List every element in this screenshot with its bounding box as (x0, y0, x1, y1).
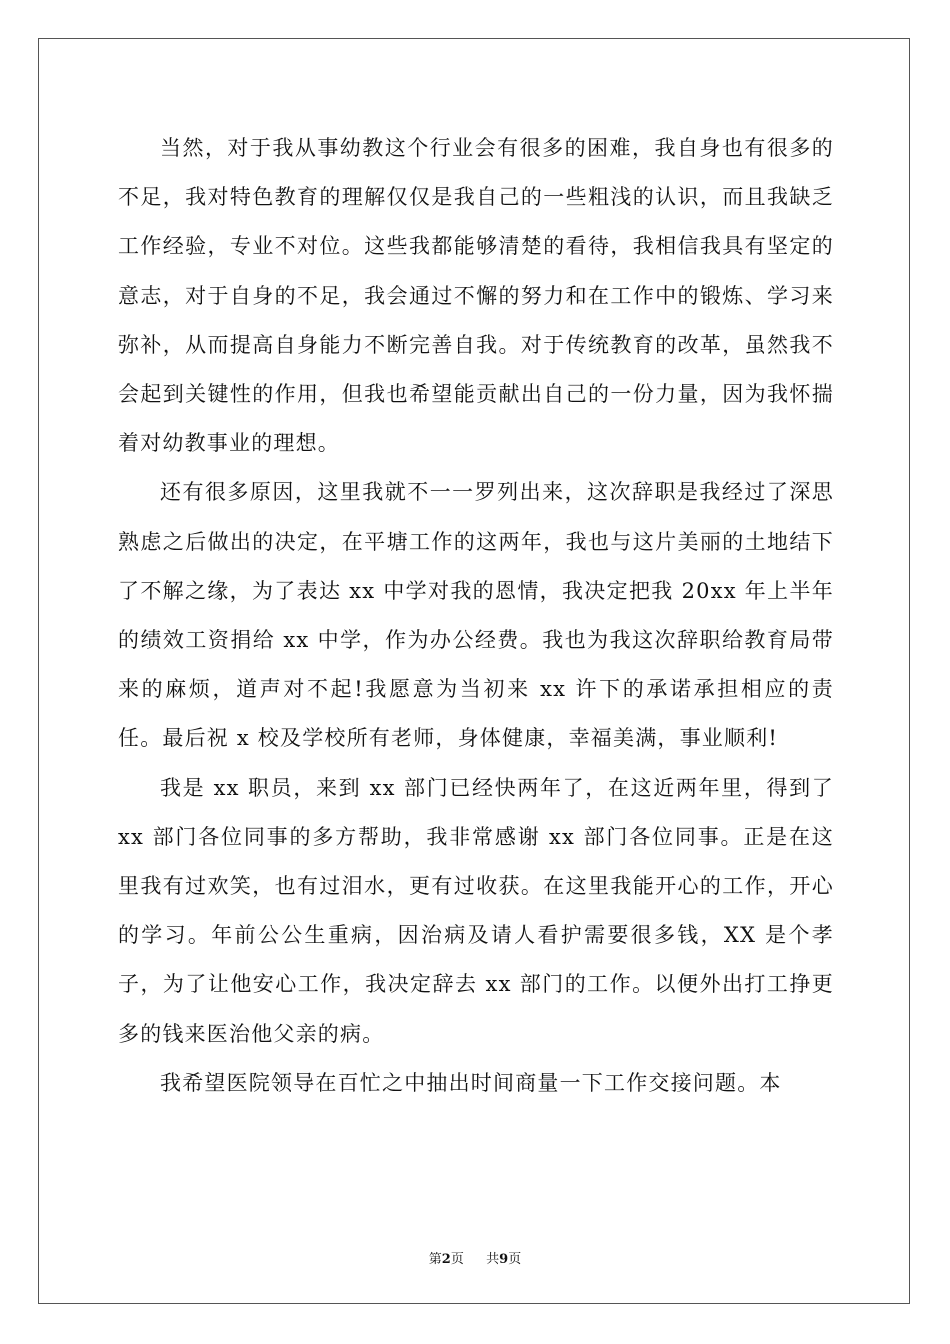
paragraph-1: 当然，对于我从事幼教这个行业会有很多的困难，我自身也有很多的不足，我对特色教育的理解仅仅是我自己的一些粗浅的认识，而且我缺乏工作经验，专业不对位。这些我都能够清楚的看待，我相信我具有坚定的意志，对于自身的不足，我会通过不懈的努力和在工作中的锻炼、学习来弥补，从而提高自身能力不断完善自我。对于传统教育的改革，虽然我不会起到关键性的作用，但我也希望能贡献出自己的一份力量，因为我怀揣着对幼教事业的理想。 (118, 136, 834, 456)
page-footer (0, 1248, 950, 1267)
document-body (118, 124, 834, 1108)
paragraph-2: 还有很多原因，这里我就不一一罗列出来，这次辞职是我经过了深思熟虑之后做出的决定，在平塘工作的这两年，我也与这片美丽的土地结下了不解之缘，为了表达 xx 中学对我的恩情，我决定把我 20xx 年上半年的绩效工资捐给 xx 中学，作为办公经费。我也为我这次辞职给教育局带来的麻烦，道声对不起!我愿意为当初来 xx 许下的承诺承担相应的责任。最后祝 x 校及学校所有老师，身体健康，幸福美满，事业顺利! (118, 480, 834, 751)
footer-total-unit: 页 (508, 1252, 522, 1267)
footer-page-unit: 页 (450, 1252, 464, 1267)
footer-page-prefix: 第 (428, 1252, 442, 1267)
footer-page-current: 2 (441, 1252, 451, 1267)
footer-page-total: 9 (499, 1252, 509, 1267)
paragraph-3: 我是 xx 职员，来到 xx 部门已经快两年了，在这近两年里，得到了 xx 部门各位同事的多方帮助，我非常感谢 xx 部门各位同事。正是在这里我有过欢笑，也有过泪水，更有过收获。在这里我能开心的工作，开心的学习。年前公公生重病，因治病及请人看护需要很多钱，XX 是个孝子，为了让他安心工作，我决定辞去 xx 部门的工作。以便外出打工挣更多的钱来医治他父亲的病。 (118, 775, 834, 1046)
paragraph-4: 我希望医院领导在百忙之中抽出时间商量一下工作交接问题。本 (160, 1070, 782, 1095)
footer-total-prefix: 共 (486, 1252, 500, 1267)
